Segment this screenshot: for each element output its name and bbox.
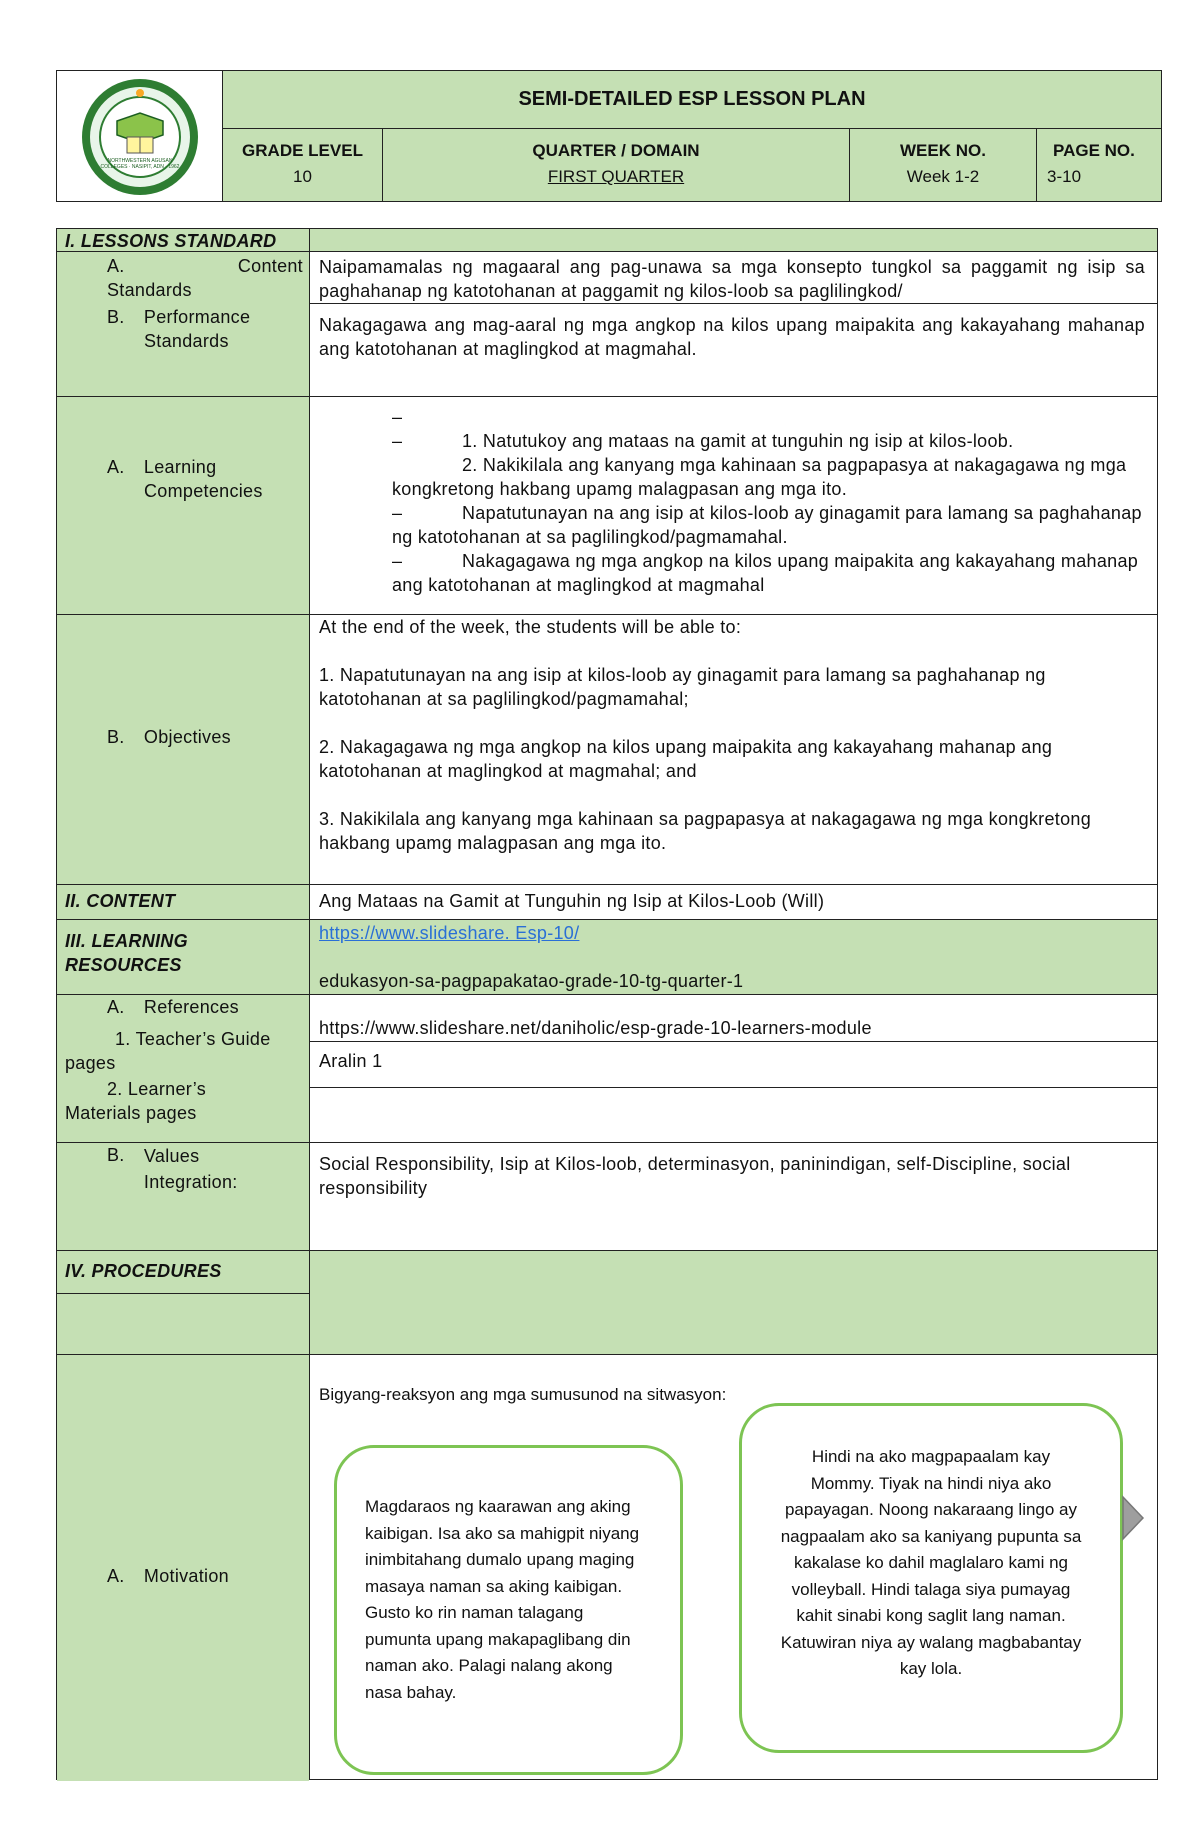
teachers-guide-text: Aralin 1	[319, 1051, 383, 1071]
competencies-left-fill	[57, 396, 309, 614]
performance-standards-text: Nakagagawa ang mag-aaral ng mga angkop na kilos upang maipakita ang kakayahang mahanap ang katotohanan at maglingkod at magmahal.	[319, 315, 1145, 359]
values-integration-label: B. Values Integration:	[107, 1145, 238, 1192]
objectives-block	[319, 615, 1145, 855]
teachers-guide-label: 1. Teacher’s Guide pages	[65, 1029, 271, 1073]
situation-right-text: Hindi na ako magpapaalam kay Mommy. Tiyak na hindi niya ako papayagan. Noong nakaraang lingo ay nagpaalam ako sa kaniyang pupunta sa kakalase ko dahil maglalaro kami ng volleyball. Hindi talaga siya pumayag kahit sinabi kong saglit lang naman. Katuwiran niya ay walang magbabantay kay lola.	[780, 1447, 1082, 1678]
logo-cell	[57, 71, 223, 201]
content-standards-label: A. Content Standards	[107, 256, 303, 300]
resources-link[interactable]: https://www.slideshare. Esp-10/	[319, 923, 580, 943]
procedures-row	[57, 1250, 1157, 1354]
quarter-cell	[383, 129, 850, 201]
values-integration-text: Social Responsibility, Isip at Kilos-loob, determinasyon, paninindigan, self-Discipline, social responsibility	[319, 1154, 1071, 1198]
objectives-left-fill	[57, 614, 309, 884]
page-title: SEMI-DETAILED ESP LESSON PLAN	[223, 71, 1161, 129]
resources-text: edukasyon-sa-pagpapakatao-grade-10-tg-quarter-1	[319, 971, 744, 991]
grade-level-value: 10	[293, 167, 312, 186]
lessons-standard-heading: I. LESSONS STANDARD	[65, 231, 277, 251]
competency-item: –	[392, 551, 403, 571]
lesson-plan-table	[56, 228, 1158, 1780]
page-label: PAGE NO.	[1053, 141, 1135, 160]
chevron-right-icon[interactable]	[1121, 1495, 1147, 1541]
competency-item: –	[392, 431, 403, 451]
objectives-intro: At the end of the week, the students will be able to:	[319, 617, 742, 637]
learners-materials-label: 2. Learner’s Materials pages	[65, 1079, 206, 1123]
references-text: https://www.slideshare.net/daniholic/esp-grade-10-learners-module	[319, 1018, 872, 1038]
grade-level-cell	[223, 129, 383, 201]
competency-item: –	[392, 503, 403, 523]
objective-item: 2. Nakagagawa ng mga angkop na kilos upang maipakita ang kakayahang mahanap ang katotohanan at maglingkod at magmahal; and	[319, 737, 1053, 781]
lesson-plan-header	[56, 70, 1162, 202]
objectives-label: B. Objectives	[107, 727, 231, 747]
school-seal-icon	[65, 75, 215, 199]
procedures-heading: IV. PROCEDURES	[65, 1261, 222, 1281]
competency-item: Nakagagawa ng mga angkop na kilos upang maipakita ang kakayahang mahanap ang katotohanan at maglingkod at magmahal	[392, 551, 1139, 595]
grade-level-label: GRADE LEVEL	[242, 141, 363, 160]
content-text: Ang Mataas na Gamit at Tunguhin ng Isip at Kilos-Loob (Will)	[319, 891, 825, 911]
objective-item: 3. Nakikilala ang kanyang mga kahinaan sa pagpapasya at nakagagawa ng mga kongkretong hakbang upamg malagpasan ang mga ito.	[319, 809, 1092, 853]
motivation-label: A. Motivation	[107, 1566, 229, 1586]
quarter-label: QUARTER / DOMAIN	[532, 141, 700, 160]
quarter-value: FIRST QUARTER	[547, 167, 685, 186]
logo-text: NORTHWESTERN AGUSAN COLLEGES · NASIPIT, ADN · 1962	[100, 158, 180, 170]
page-value: 3-10	[1047, 167, 1082, 186]
learning-competencies-label: A. Learning Competencies	[107, 457, 263, 501]
competencies-list	[392, 405, 1152, 595]
week-cell	[850, 129, 1037, 201]
competency-item: Napatutunayan na ang isip at kilos-loob ay ginagamit para lamang sa paghahanap ng katotohanan at sa paglilingkod/pagmamahal.	[392, 503, 1142, 547]
week-label: WEEK NO.	[900, 141, 986, 160]
competency-item: 2. Nakikilala ang kanyang mga kahinaan sa pagpapasya at nakagagawa ng mga kongkretong hakbang upamg malagpasan ang mga ito.	[392, 455, 1127, 499]
situation-bubble-right	[739, 1403, 1123, 1753]
references-label: A. References	[107, 997, 239, 1017]
situation-left-text: Magdaraos ng kaarawan ang aking kaibigan. Isa ako sa mahigpit niyang inimbitahang dumalo upang maging masaya naman sa aking kaibigan. Gusto ko rin naman talagang pumunta upang makapaglibang din naman ako. Palagi nalang akong nasa bahay.	[365, 1497, 640, 1702]
motivation-intro: Bigyang-reaksyon ang mga sumusunod na sitwasyon:	[319, 1385, 727, 1404]
content-standards-text: Naipamamalas ng magaaral ang pag-unawa sa mga konsepto tungkol sa paggamit ng isip sa paghahanap ng katotohanan at paggamit ng kilos-loob sa paglilingkod/	[319, 257, 1145, 301]
week-value: Week 1-2	[906, 167, 980, 186]
objective-item: 1. Napatutunayan na ang isip at kilos-loob ay ginagamit para lamang sa paghahanap ng katotohanan at sa paglilingkod/pagmamahal;	[319, 665, 1046, 709]
learning-resources-heading: III. LEARNING RESOURCES	[65, 931, 188, 975]
content-heading: II. CONTENT	[65, 891, 176, 911]
situation-bubble-left	[334, 1445, 683, 1775]
page-cell	[1037, 129, 1161, 201]
competency-item: – 1. Natutukoy ang mataas na gamit at tunguhin ng isip at kilos-loob.	[392, 407, 1014, 451]
performance-standards-label: B. Performance Standards	[107, 307, 251, 351]
